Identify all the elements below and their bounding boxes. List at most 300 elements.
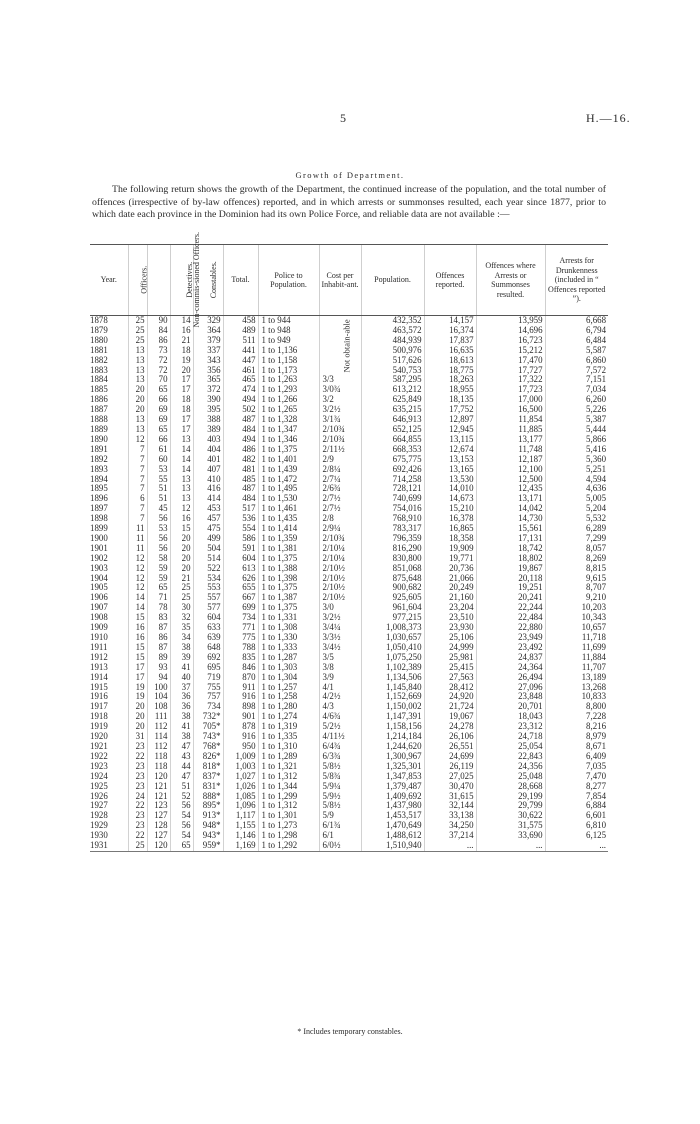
cell-drunkenness: 5,005 [545, 494, 608, 504]
cell-officers: 16 [128, 633, 147, 643]
cell-arrests: 17,470 [476, 356, 545, 366]
cell-constables: 403 [193, 435, 223, 445]
cell-offences: 12,674 [424, 445, 476, 455]
cell-ratio: 1 to 1,359 [258, 534, 319, 544]
cell-ncos: 93 [147, 663, 170, 673]
cell-total: 1,009 [223, 752, 258, 762]
col-constables: Constables. [193, 245, 223, 316]
col-ncos: Non-commis-sioned Officers. [147, 245, 170, 316]
cell-ncos: 58 [147, 554, 170, 564]
cell-ratio: 1 to 1,319 [258, 722, 319, 732]
cost-not-obtainable: Not obtain-able [319, 316, 361, 376]
cell-total: 458 [223, 316, 258, 326]
cell-detectives: 16 [170, 326, 193, 336]
cell-constables: 888* [193, 792, 223, 802]
cell-ncos: 86 [147, 633, 170, 643]
cell-year: 1916 [90, 692, 108, 702]
cell-constables: 356 [193, 366, 223, 376]
cell-drunkenness: 8,815 [545, 564, 608, 574]
cell-cost: 2/7½ [319, 504, 361, 514]
cell-ratio: 1 to 1,312 [258, 801, 319, 811]
cell-ncos: 120 [147, 772, 170, 782]
cell-ncos: 121 [147, 792, 170, 802]
cell-ncos: 70 [147, 375, 170, 385]
cell-detectives: 14 [170, 445, 193, 455]
cell-cost: 6/1 [319, 831, 361, 841]
table-row [90, 633, 608, 643]
table-row [90, 683, 608, 693]
cell-drunkenness: 10,833 [545, 692, 608, 702]
cell-arrests: 19,867 [476, 564, 545, 574]
cell-cost: 2/10½ [319, 593, 361, 603]
cell-cost: 4/1 [319, 683, 361, 693]
cell-ratio: 1 to 1,303 [258, 663, 319, 673]
cell-ncos: 127 [147, 831, 170, 841]
cell-ratio: 1 to 1,346 [258, 435, 319, 445]
cell-arrests: 12,500 [476, 475, 545, 485]
table-row [90, 475, 608, 485]
cell-ratio: 1 to 1,287 [258, 653, 319, 663]
cell-offences: 20,249 [424, 583, 476, 593]
cell-officers: 23 [128, 772, 147, 782]
cell-total: 771 [223, 623, 258, 633]
cell-ratio: 1 to 1,328 [258, 415, 319, 425]
cell-constables: 768* [193, 742, 223, 752]
cell-arrests: 22,484 [476, 613, 545, 623]
cell-detectives: 20 [170, 544, 193, 554]
cell-constables: 734 [193, 702, 223, 712]
cell-total: 1,085 [223, 792, 258, 802]
cell-detectives: 36 [170, 692, 193, 702]
cell-offences: 13,153 [424, 455, 476, 465]
cell-population: 635,215 [361, 405, 424, 415]
cell-year: 1913 [90, 662, 108, 672]
cell-cost: 2/10½ [319, 574, 361, 584]
cell-population: 1,102,389 [361, 663, 424, 673]
cell-cost: 3/9 [319, 673, 361, 683]
cell-population: 1,008,373 [361, 623, 424, 633]
cell-total: 901 [223, 712, 258, 722]
cell-detectives: 20 [170, 366, 193, 376]
cell-arrests: 14,696 [476, 326, 545, 336]
cell-ratio: 1 to 949 [258, 336, 319, 346]
cell-constables: 895* [193, 801, 223, 811]
cell-total: 835 [223, 653, 258, 663]
cell-officers: 15 [128, 613, 147, 623]
col-population: Population. [361, 245, 424, 316]
cell-year: 1888 [90, 415, 108, 425]
cell-year: 1880 [90, 335, 108, 345]
cell-drunkenness: 7,572 [545, 366, 608, 376]
cell-population: 754,016 [361, 504, 424, 514]
cell-constables: 557 [193, 593, 223, 603]
cell-ncos: 66 [147, 435, 170, 445]
cell-total: 1,169 [223, 841, 258, 851]
cell-drunkenness: 6,289 [545, 524, 608, 534]
cell-population: 463,572 [361, 326, 424, 336]
cell-detectives: 65 [170, 841, 193, 851]
cell-drunkenness: 8,800 [545, 702, 608, 712]
cell-officers: 7 [128, 504, 147, 514]
cell-offences: 17,752 [424, 405, 476, 415]
cell-drunkenness: 13,189 [545, 673, 608, 683]
cell-constables: 416 [193, 484, 223, 494]
cell-arrests: 17,727 [476, 366, 545, 376]
cell-officers: 23 [128, 742, 147, 752]
cell-year: 1912 [90, 652, 108, 662]
cell-ncos: 45 [147, 504, 170, 514]
cell-constables: 732* [193, 712, 223, 722]
cell-detectives: 18 [170, 346, 193, 356]
cell-arrests: 23,492 [476, 643, 545, 653]
cell-arrests: 19,251 [476, 583, 545, 593]
cell-arrests: 18,742 [476, 544, 545, 554]
table-row [90, 603, 608, 613]
cell-constables: 692 [193, 653, 223, 663]
cell-ncos: 69 [147, 405, 170, 415]
cell-drunkenness: 5,360 [545, 455, 608, 465]
cell-arrests: 22,843 [476, 752, 545, 762]
cell-detectives: 56 [170, 801, 193, 811]
cell-detectives: 38 [170, 732, 193, 742]
cell-ratio: 1 to 1,330 [258, 633, 319, 643]
cell-drunkenness: 10,203 [545, 603, 608, 613]
cell-officers: 11 [128, 524, 147, 534]
cell-offences: 14,673 [424, 494, 476, 504]
cell-arrests: 29,799 [476, 801, 545, 811]
cell-drunkenness: 7,470 [545, 772, 608, 782]
cell-total: 489 [223, 326, 258, 336]
cell-cost: 4/3 [319, 702, 361, 712]
cell-ncos: 127 [147, 811, 170, 821]
cell-cost: 3/4½ [319, 643, 361, 653]
table-row [90, 415, 608, 425]
cell-arrests: 15,561 [476, 524, 545, 534]
cell-ncos: 121 [147, 782, 170, 792]
cell-offences: 21,160 [424, 593, 476, 603]
cell-ncos: 104 [147, 692, 170, 702]
table-row [90, 613, 608, 623]
cell-ncos: 90 [147, 316, 170, 326]
cell-offences: 25,415 [424, 663, 476, 673]
cell-cost: 5/9½ [319, 792, 361, 802]
cell-officers: 17 [128, 663, 147, 673]
col-year: Year. [90, 245, 128, 316]
cell-detectives: 36 [170, 702, 193, 712]
table-row [90, 375, 608, 385]
cell-offences: 18,955 [424, 385, 476, 395]
cell-cost: 2/10½ [319, 583, 361, 593]
cell-ncos: 114 [147, 732, 170, 742]
cell-arrests: 20,241 [476, 593, 545, 603]
cell-ratio: 1 to 1,335 [258, 732, 319, 742]
cell-constables: 404 [193, 445, 223, 455]
cell-cost: 3/1¾ [319, 415, 361, 425]
cell-drunkenness: 5,444 [545, 425, 608, 435]
cell-constables: 343 [193, 356, 223, 366]
cell-arrests: 17,723 [476, 385, 545, 395]
cell-year: 1882 [90, 355, 108, 365]
cell-constables: 410 [193, 475, 223, 485]
cell-ratio: 1 to 1,266 [258, 395, 319, 405]
cell-constables: 522 [193, 564, 223, 574]
cell-ratio: 1 to 1,398 [258, 574, 319, 584]
table-row [90, 405, 608, 415]
col-police-to-population: Police to Population. [258, 245, 319, 316]
cell-population: 1,150,002 [361, 702, 424, 712]
cell-ncos: 111 [147, 712, 170, 722]
cell-cost: 2/9¼ [319, 524, 361, 534]
cell-ncos: 73 [147, 346, 170, 356]
cell-population: 613,212 [361, 385, 424, 395]
cell-detectives: 21 [170, 574, 193, 584]
cell-drunkenness: 8,057 [545, 544, 608, 554]
cell-ratio: 1 to 1,347 [258, 425, 319, 435]
cell-detectives: 40 [170, 673, 193, 683]
cell-year: 1927 [90, 801, 108, 811]
cell-constables: 831* [193, 782, 223, 792]
cell-cost: 5/9¼ [319, 782, 361, 792]
cell-offences: 26,119 [424, 762, 476, 772]
table-row [90, 445, 608, 455]
cell-detectives: 54 [170, 811, 193, 821]
cell-offences: 14,157 [424, 316, 476, 326]
cell-officers: 7 [128, 465, 147, 475]
cell-year: 1890 [90, 434, 108, 444]
cell-ncos: 71 [147, 593, 170, 603]
table-row [90, 593, 608, 603]
cell-cost: 4/11½ [319, 732, 361, 742]
cell-year: 1884 [90, 375, 108, 385]
cell-constables: 372 [193, 385, 223, 395]
cell-population: 668,353 [361, 445, 424, 455]
cell-ncos: 66 [147, 395, 170, 405]
cell-ncos: 84 [147, 326, 170, 336]
cell-officers: 15 [128, 643, 147, 653]
cell-year: 1921 [90, 741, 108, 751]
cell-cost: 2/7½ [319, 494, 361, 504]
table-row [90, 544, 608, 554]
cell-cost: 3/0¾ [319, 385, 361, 395]
cell-year: 1896 [90, 494, 108, 504]
cell-total: 846 [223, 663, 258, 673]
cell-officers: 20 [128, 702, 147, 712]
cell-year: 1931 [90, 841, 128, 851]
table-row [90, 435, 608, 445]
cell-ncos: 94 [147, 673, 170, 683]
cell-constables: 604 [193, 613, 223, 623]
cell-cost: 2/10¾ [319, 534, 361, 544]
cell-total: 465 [223, 375, 258, 385]
cell-drunkenness: 8,707 [545, 583, 608, 593]
cell-officers: 20 [128, 405, 147, 415]
cell-arrests: 28,668 [476, 782, 545, 792]
cell-year: 1905 [90, 583, 108, 593]
table-row [90, 514, 608, 524]
cell-population: 652,125 [361, 425, 424, 435]
cell-ratio: 1 to 1,280 [258, 702, 319, 712]
cell-ncos: 100 [147, 683, 170, 693]
cell-drunkenness: 6,810 [545, 821, 608, 831]
cell-drunkenness: 5,866 [545, 435, 608, 445]
cell-drunkenness: 7,151 [545, 375, 608, 385]
cell-ratio: 1 to 948 [258, 326, 319, 336]
cell-detectives: 32 [170, 613, 193, 623]
cell-ratio: 1 to 1,263 [258, 375, 319, 385]
table-row [90, 752, 608, 762]
cell-total: 511 [223, 336, 258, 346]
cell-cost: 2/10¼ [319, 554, 361, 564]
cell-drunkenness: 5,587 [545, 346, 608, 356]
cell-population: 1,134,506 [361, 673, 424, 683]
cell-population: 977,215 [361, 613, 424, 623]
cell-drunkenness: 11,699 [545, 643, 608, 653]
cell-officers: 14 [128, 593, 147, 603]
cell-ratio: 1 to 1,375 [258, 583, 319, 593]
cell-total: 950 [223, 742, 258, 752]
cell-population: 1,453,517 [361, 811, 424, 821]
cell-ncos: 51 [147, 494, 170, 504]
cell-year: 1908 [90, 613, 108, 623]
cell-detectives: 21 [170, 336, 193, 346]
table-row [90, 524, 608, 534]
cell-drunkenness: 4,594 [545, 475, 608, 485]
cell-officers: 12 [128, 554, 147, 564]
cell-population: 646,913 [361, 415, 424, 425]
cell-year: 1897 [90, 504, 108, 514]
cell-detectives: 18 [170, 405, 193, 415]
cell-offences: 27,025 [424, 772, 476, 782]
cell-offences: 33,138 [424, 811, 476, 821]
cell-cost: 3/0 [319, 603, 361, 613]
cell-year: 1926 [90, 791, 108, 801]
cell-officers: 14 [128, 603, 147, 613]
cell-detectives: 13 [170, 484, 193, 494]
cell-year: 1924 [90, 771, 108, 781]
table-row [90, 762, 608, 772]
cell-cost: 5/2½ [319, 722, 361, 732]
cell-arrests: 29,199 [476, 792, 545, 802]
cell-total: 911 [223, 683, 258, 693]
cell-year: 1917 [90, 702, 108, 712]
cell-cost: 2/10½ [319, 564, 361, 574]
cell-ncos: 120 [147, 841, 170, 851]
cell-officers: 6 [128, 494, 147, 504]
cell-ncos: 53 [147, 465, 170, 475]
cell-population: 1,147,391 [361, 712, 424, 722]
cell-arrests: 33,690 [476, 831, 545, 841]
page-number: 5 [340, 111, 346, 125]
table-row [90, 583, 608, 593]
cell-constables: 695 [193, 663, 223, 673]
cell-ncos: 112 [147, 722, 170, 732]
cell-year: 1886 [90, 395, 108, 405]
cell-population: 1,510,940 [361, 841, 424, 851]
cell-arrests: 26,494 [476, 673, 545, 683]
cell-officers: 13 [128, 415, 147, 425]
col-cost: Cost per Inhabit-ant. [319, 245, 361, 316]
cell-ratio: 1 to 1,375 [258, 603, 319, 613]
cell-arrests: 24,718 [476, 732, 545, 742]
cell-offences: 37,214 [424, 831, 476, 841]
cell-cost: 3/3½ [319, 633, 361, 643]
cell-cost: 3/5 [319, 653, 361, 663]
cell-drunkenness: 5,204 [545, 504, 608, 514]
table-row [90, 772, 608, 782]
table-row [90, 801, 608, 811]
cell-officers: 19 [128, 683, 147, 693]
cell-cost: 2/10¼ [319, 544, 361, 554]
cell-ratio: 1 to 1,304 [258, 673, 319, 683]
cell-drunkenness: 7,228 [545, 712, 608, 722]
cell-detectives: 17 [170, 415, 193, 425]
cell-constables: 719 [193, 673, 223, 683]
cell-arrests: 14,042 [476, 504, 545, 514]
cell-ncos: 65 [147, 583, 170, 593]
cell-arrests: 13,959 [476, 316, 545, 326]
cell-officers: 12 [128, 564, 147, 574]
cell-ratio: 1 to 1,387 [258, 593, 319, 603]
cell-detectives: 39 [170, 653, 193, 663]
cell-officers: 31 [128, 732, 147, 742]
cell-total: 870 [223, 673, 258, 683]
cell-constables: 329 [193, 316, 223, 326]
cell-ncos: 59 [147, 564, 170, 574]
cell-ratio: 1 to 1,495 [258, 484, 319, 494]
cell-year: 1900 [90, 533, 108, 543]
cell-total: 586 [223, 534, 258, 544]
cell-population: 1,470,649 [361, 821, 424, 831]
cell-ncos: 55 [147, 475, 170, 485]
cell-offences: 18,358 [424, 534, 476, 544]
cell-ratio: 1 to 1,344 [258, 782, 319, 792]
table-row [90, 425, 608, 435]
table-row [90, 702, 608, 712]
cell-constables: 365 [193, 375, 223, 385]
cell-ratio: 1 to 1,375 [258, 445, 319, 455]
cell-arrests: 12,100 [476, 465, 545, 475]
cell-population: 625,849 [361, 395, 424, 405]
cell-drunkenness: 5,226 [545, 405, 608, 415]
cell-ratio: 1 to 1,388 [258, 564, 319, 574]
cell-officers: 25 [128, 326, 147, 336]
cell-arrests: 24,364 [476, 663, 545, 673]
cell-drunkenness: 11,884 [545, 653, 608, 663]
cell-arrests: 12,187 [476, 455, 545, 465]
cell-arrests: 24,356 [476, 762, 545, 772]
cell-total: 1,003 [223, 762, 258, 772]
document-reference: H.—16. [586, 111, 631, 125]
cell-constables: 395 [193, 405, 223, 415]
cell-arrests: 12,435 [476, 484, 545, 494]
cell-detectives: 47 [170, 772, 193, 782]
cell-total: 517 [223, 504, 258, 514]
table-row [90, 494, 608, 504]
cell-drunkenness: 8,671 [545, 742, 608, 752]
table-row [90, 673, 608, 683]
cell-detectives: 14 [170, 465, 193, 475]
cell-ncos: 56 [147, 514, 170, 524]
cell-ratio: 1 to 1,265 [258, 405, 319, 415]
cell-arrests: 11,748 [476, 445, 545, 455]
cell-detectives: 17 [170, 375, 193, 385]
cell-detectives: 15 [170, 524, 193, 534]
cell-cost: 5/8½ [319, 801, 361, 811]
cell-detectives: 52 [170, 792, 193, 802]
cell-officers: 12 [128, 583, 147, 593]
cell-detectives: 14 [170, 316, 193, 326]
cell-drunkenness: 5,251 [545, 465, 608, 475]
